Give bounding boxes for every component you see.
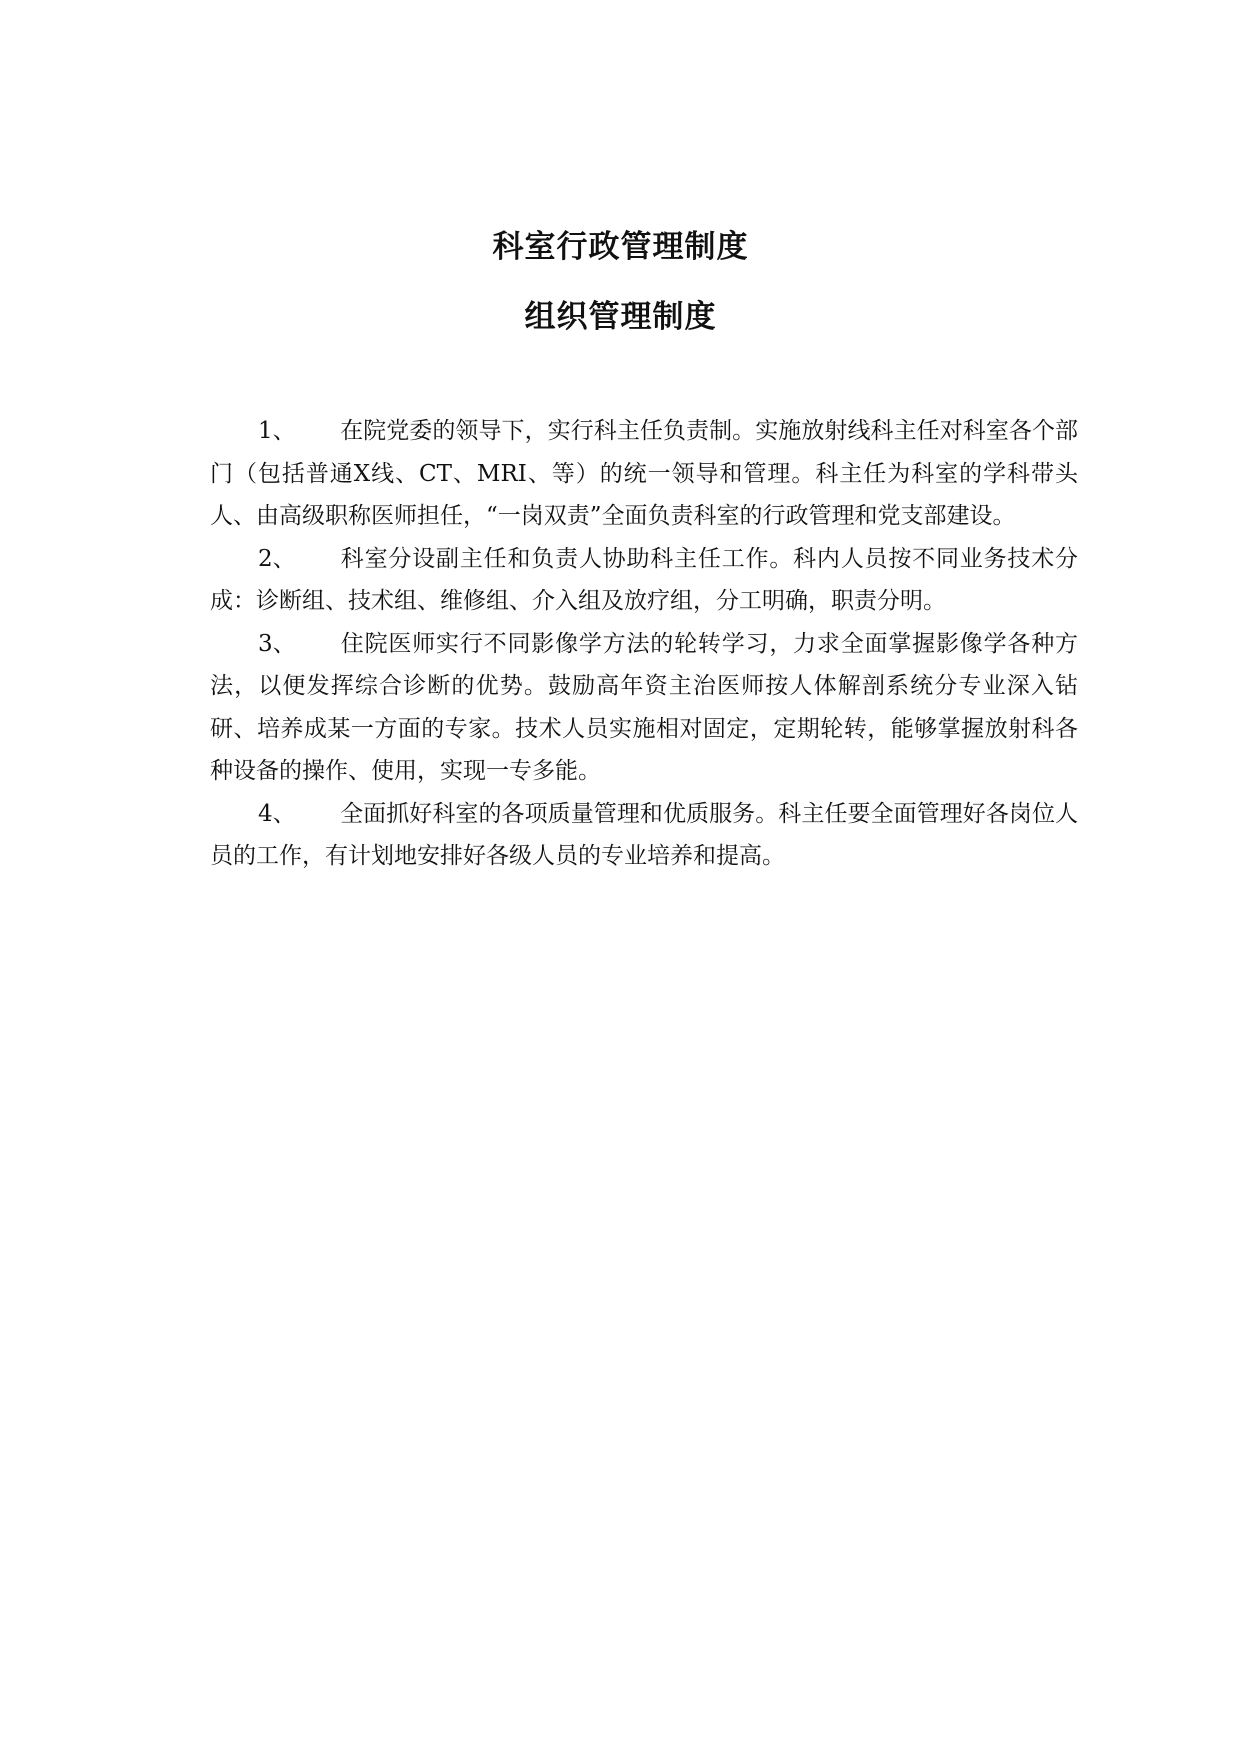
document-body xyxy=(210,410,1078,878)
document-title: 科室行政管理制度 xyxy=(492,229,749,265)
paragraph-text: 在院党委的领导下，实行科主任负责制。实施放射线科主任对科室各个部门（包括普通X线、CT、MRI、等）的统一领导和管理。科主任为科室的学科带头人、由高级职称医师担任，“一岗双责”全面负责科室的行政管理和党支部建设。 xyxy=(210,418,1078,529)
paragraph-text: 全面抓好科室的各项质量管理和优质服务。科主任要全面管理好各岗位人员的工作，有计划地安排好各级人员的专业培养和提高。 xyxy=(210,800,1078,869)
paragraph-number: 1、 xyxy=(258,418,296,444)
document-subtitle: 组织管理制度 xyxy=(524,299,717,335)
paragraph-4 xyxy=(210,793,1078,878)
paragraph-number: 2、 xyxy=(258,545,296,572)
paragraph-text: 科室分设副主任和负责人协助科主任工作。科内人员按不同业务技术分成：诊断组、技术组、维修组、介入组及放疗组，分工明确，职责分明。 xyxy=(210,545,1078,614)
paragraph-3 xyxy=(210,623,1078,793)
paragraph-number: 4、 xyxy=(258,800,296,827)
paragraph-number: 3、 xyxy=(258,630,296,657)
paragraph-1 xyxy=(210,410,1078,538)
paragraph-2 xyxy=(210,538,1078,623)
paragraph-text: 住院医师实行不同影像学方法的轮转学习，力求全面掌握影像学各种方法，以便发挥综合诊断的优势。鼓励高年资主治医师按人体解剖系统分专业深入钻研、培养成某一方面的专家。技术人员实施相对固定，定期轮转，能够掌握放射科各种设备的操作、使用，实现一专多能。 xyxy=(210,630,1078,784)
